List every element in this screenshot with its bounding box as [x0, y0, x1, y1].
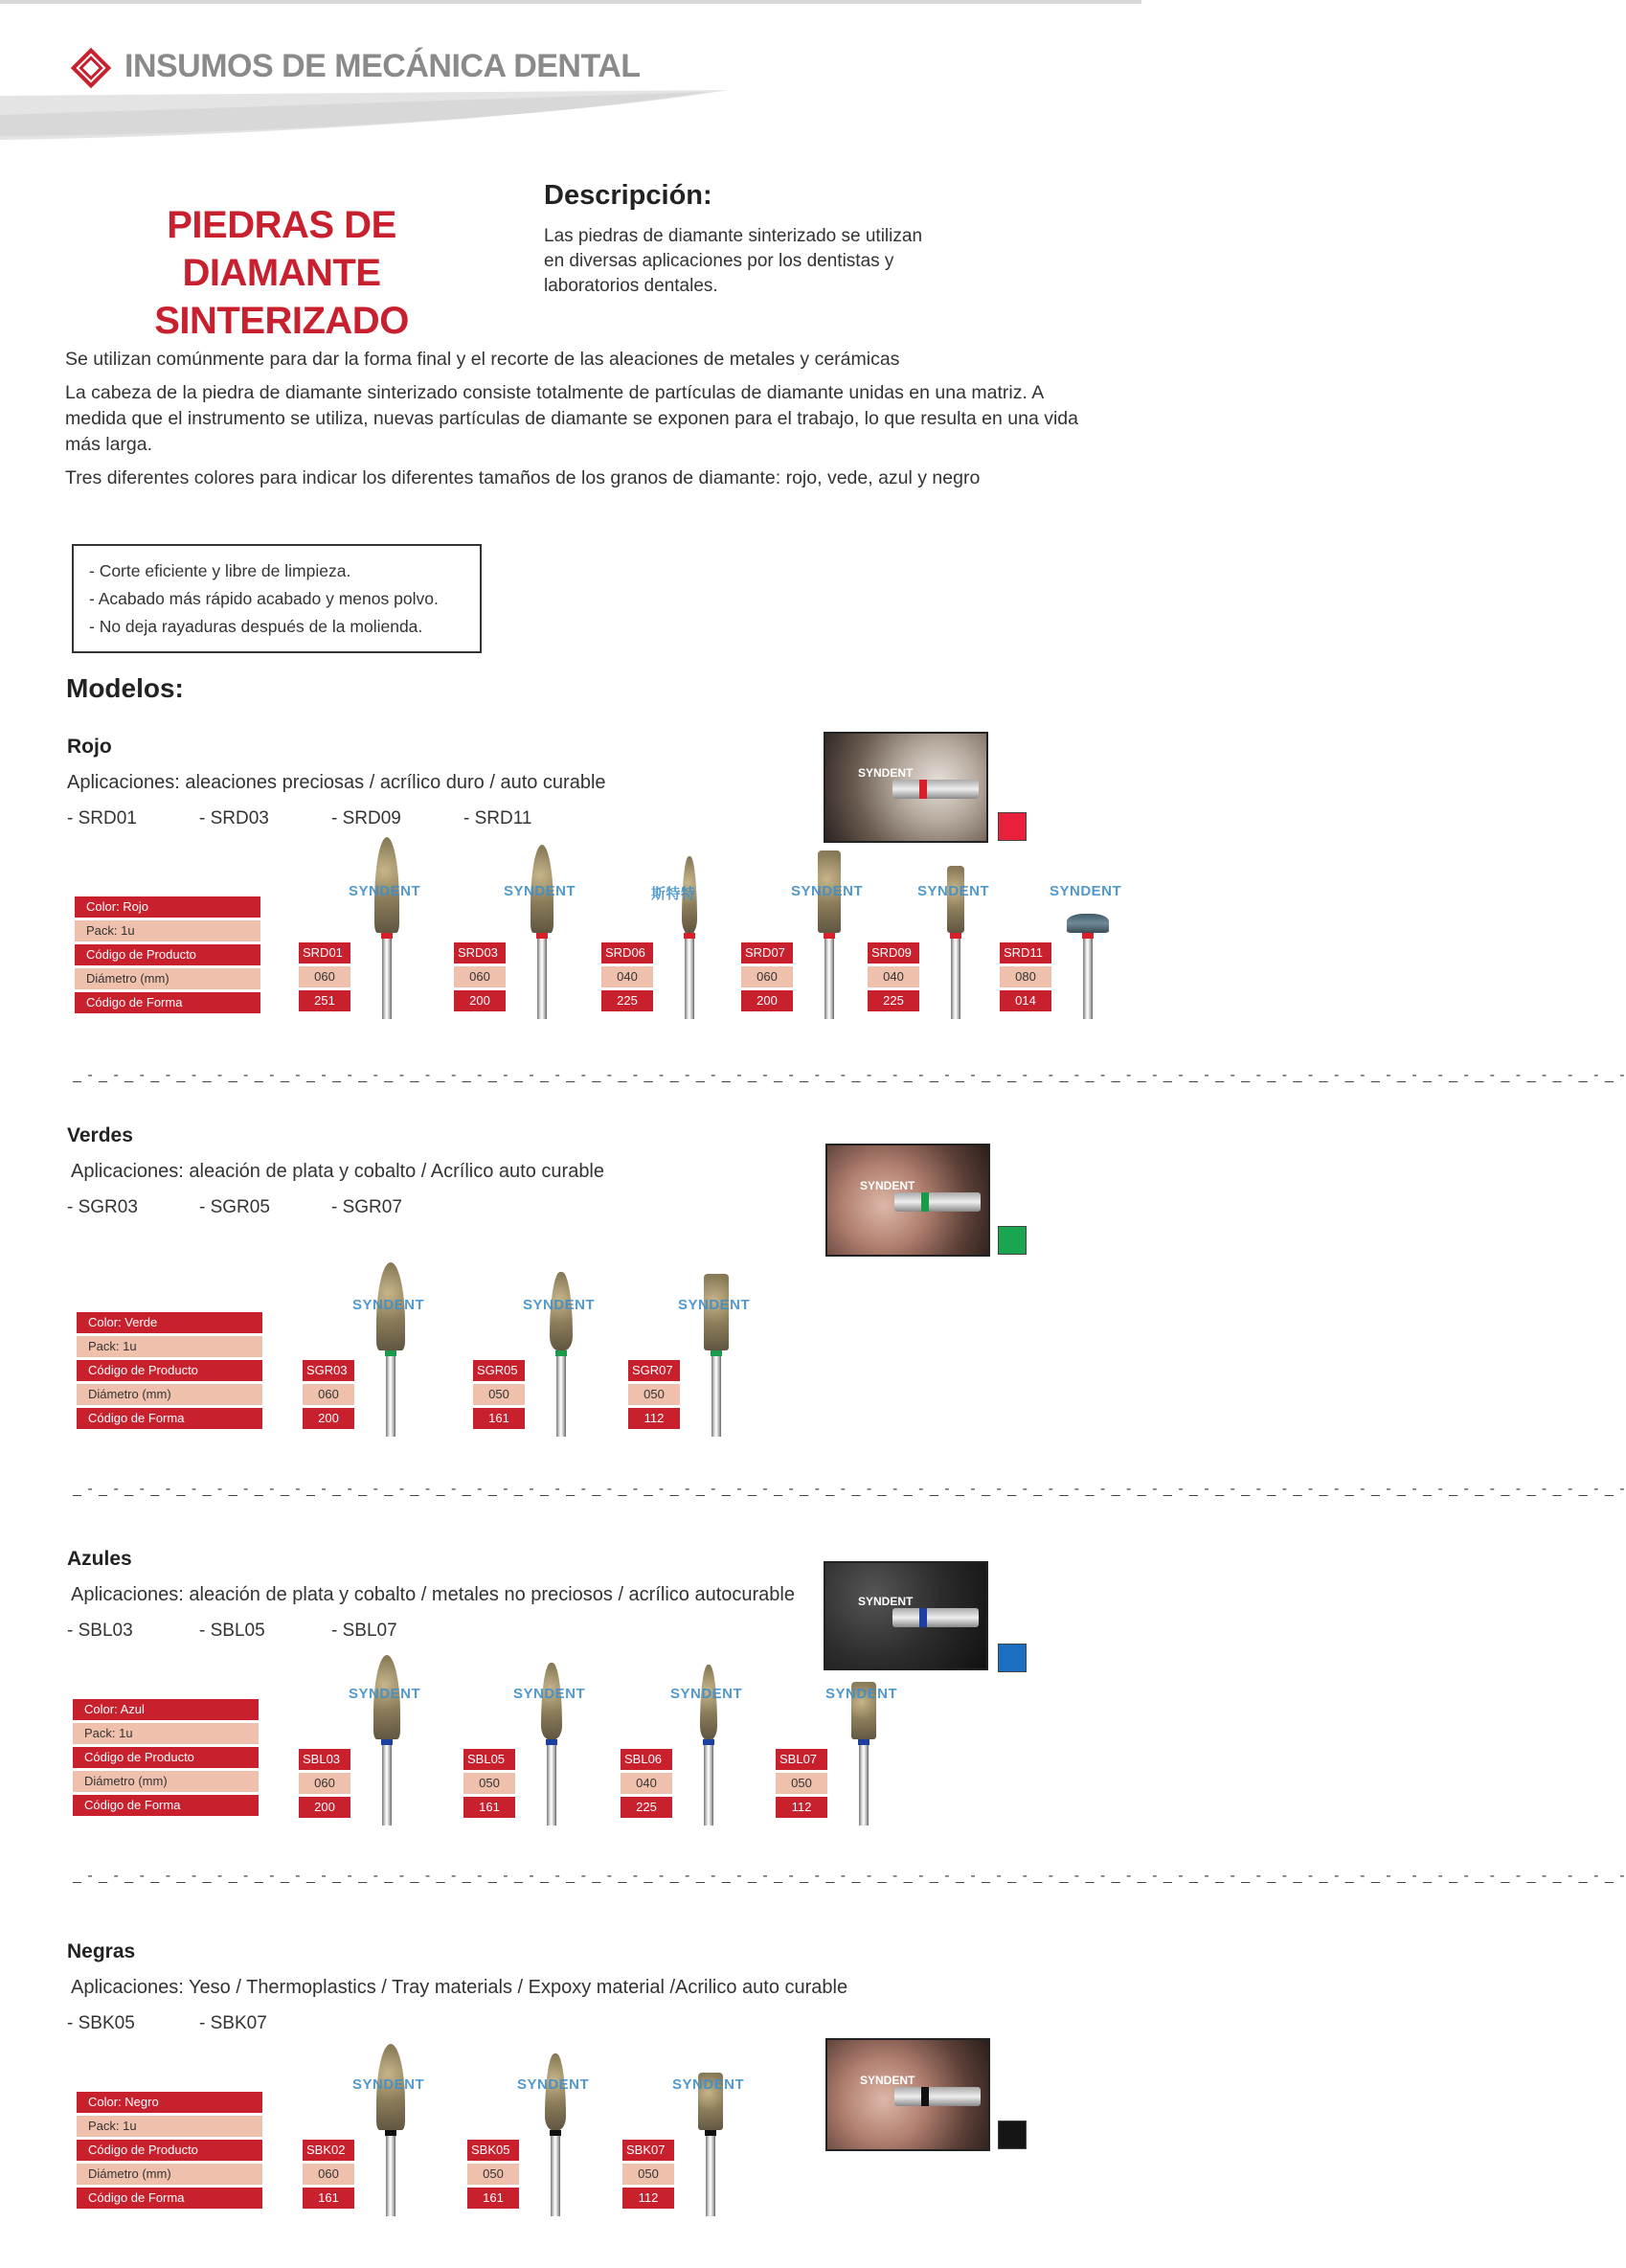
product-cells [621, 1749, 672, 1821]
section-title: Verdes [67, 1124, 133, 1146]
bur-color-band [1082, 933, 1094, 939]
spec-diameter: Diámetro (mm) [75, 968, 260, 989]
product-code: SBL06 [621, 1749, 672, 1770]
product-cells [868, 942, 919, 1014]
bur-color-band [950, 933, 961, 939]
bur-color-band [381, 1739, 393, 1745]
model-code: - SBK07 [199, 2013, 267, 2033]
bur-shank [386, 2126, 395, 2216]
product-cells [473, 1360, 525, 1432]
spec-pack: Pack: 1u [75, 920, 260, 941]
product-code: SRD11 [1000, 942, 1051, 964]
section-applications: Aplicaciones: aleaciones preciosas / acrílico duro / auto curable [67, 772, 606, 793]
product-diameter: 050 [467, 2164, 519, 2185]
header-swoosh [0, 86, 1141, 144]
color-swatch [998, 1226, 1027, 1255]
product-diameter: 060 [303, 1384, 354, 1405]
model-code: - SBL07 [331, 1621, 397, 1641]
bur-brand-mark: SYNDENT [352, 1297, 425, 1313]
features-box [72, 544, 482, 653]
product-sbl05 [463, 1644, 598, 1826]
bur-brand-mark: SYNDENT [513, 1686, 586, 1702]
bur-shank [551, 2126, 560, 2216]
section-applications: Aplicaciones: aleación de plata y cobalto / metales no preciosos / acrílico autocurable [71, 1584, 795, 1605]
bur-shank [824, 929, 834, 1019]
product-srd11 [1000, 837, 1134, 1019]
model-code: - SBL03 [67, 1621, 133, 1641]
bur-brand-mark: 斯特特 [651, 886, 696, 902]
page-title-line1: PIEDRAS DE [167, 204, 396, 246]
application-photo [825, 1144, 990, 1257]
product-cells [1000, 942, 1051, 1014]
product-cells [628, 1360, 680, 1432]
product-code: SRD06 [601, 942, 653, 964]
product-shape-code: 161 [473, 1408, 525, 1429]
product-cells [463, 1749, 515, 1821]
spec-product-code: Código de Producto [77, 2140, 262, 2161]
product-diameter: 060 [299, 966, 350, 987]
product-shape-code: 200 [303, 1408, 354, 1429]
spec-product-code: Código de Producto [75, 944, 260, 965]
application-photo [825, 2038, 990, 2151]
bur-shank [386, 1347, 395, 1437]
bur-brand-mark: SYNDENT [791, 883, 864, 899]
top-rule [0, 0, 1141, 4]
section-divider: _ - _ - _ - _ - _ - _ - _ - _ - _ - _ - _ - _ - _ - _ - _ - _ - _ - _ - _ - _ - _ - _ - _ - _ - _ - _ - _ - _ - _ - _ - _ - _ - _ - _ - _ - _ - _ - _ - _ - _ - _ - _ - _ - _ - _ - _ - _ - _ - _ - _ - _ - _ - _ - _ - _ - _ - _ - _ - _ - _ - [73, 1067, 1626, 1083]
bur-color-band [536, 933, 548, 939]
section-codes [67, 1621, 463, 1642]
product-diameter: 060 [303, 2164, 354, 2185]
product-srd01 [299, 837, 433, 1019]
product-code: SGR05 [473, 1360, 525, 1381]
bur-brand-mark: SYNDENT [672, 2076, 745, 2093]
product-shape-code: 200 [299, 1797, 350, 1818]
product-diameter: 050 [776, 1773, 827, 1794]
product-sbl03 [299, 1644, 433, 1826]
bur-shank [382, 1735, 392, 1826]
bur-shank [704, 1735, 713, 1826]
color-swatch [998, 1644, 1027, 1672]
product-sbk02 [303, 2034, 437, 2216]
product-sbl07 [776, 1644, 910, 1826]
bur-head [947, 866, 964, 933]
product-cells [299, 942, 350, 1014]
spec-color: Color: Negro [77, 2092, 262, 2113]
model-code: - SRD01 [67, 808, 137, 828]
bur-color-band [703, 1739, 714, 1745]
paragraph: La cabeza de la piedra de diamante sinterizado consiste totalmente de partículas de diamante unidas en una matriz. A medida que el instrumento se utiliza, nuevas partículas de diamante se exponen para el trabajo, lo que resulta en una vida más larga. [65, 382, 1078, 455]
bur-brand-mark: SYNDENT [517, 2076, 590, 2093]
section-codes [67, 1197, 463, 1218]
product-cells [303, 1360, 354, 1432]
spec-diameter: Diámetro (mm) [73, 1771, 259, 1792]
paragraph: Tres diferentes colores para indicar los diferentes tamaños de los granos de diamante: rojo, vede, azul y negro [65, 467, 981, 488]
product-code: SRD01 [299, 942, 350, 964]
product-shape-code: 161 [303, 2188, 354, 2209]
bur-shank [547, 1735, 556, 1826]
section-divider: _ - _ - _ - _ - _ - _ - _ - _ - _ - _ - _ - _ - _ - _ - _ - _ - _ - _ - _ - _ - _ - _ - _ - _ - _ - _ - _ - _ - _ - _ - _ - _ - _ - _ - _ - _ - _ - _ - _ - _ - _ - _ - _ - _ - _ - _ - _ - _ - _ - _ - _ - _ - _ - _ - _ - _ - _ - _ - _ - _ - [73, 1868, 1626, 1884]
product-cells [303, 2140, 354, 2211]
bur-shank [711, 1347, 721, 1437]
description-heading: Descripción: [544, 180, 712, 211]
feature-item: - No deja rayaduras después de la molienda. [89, 617, 423, 636]
spec-table [77, 1312, 262, 1432]
product-code: SRD09 [868, 942, 919, 964]
spec-table [77, 2092, 262, 2211]
model-code: - SGR05 [199, 1197, 270, 1217]
spec-pack: Pack: 1u [77, 1336, 262, 1357]
photo-brand-label: SYNDENT [858, 1595, 914, 1608]
spec-shape-code: Código de Forma [77, 2188, 262, 2209]
product-diameter: 050 [628, 1384, 680, 1405]
bur-shank [859, 1735, 869, 1826]
spec-pack: Pack: 1u [73, 1723, 259, 1744]
photo-brand-label: SYNDENT [858, 766, 914, 780]
photo-brand-label: SYNDENT [860, 1179, 915, 1192]
product-sbk05 [467, 2034, 601, 2216]
product-srd03 [454, 837, 588, 1019]
product-cells [776, 1749, 827, 1821]
spec-product-code: Código de Producto [73, 1747, 259, 1768]
photo-bur [894, 1192, 981, 1212]
product-diameter: 080 [1000, 966, 1051, 987]
photo-bur-band [919, 780, 927, 799]
bur-brand-mark: SYNDENT [678, 1297, 751, 1313]
product-diameter: 050 [463, 1773, 515, 1794]
models-heading: Modelos: [66, 673, 184, 703]
bur-brand-mark: SYNDENT [917, 883, 990, 899]
bur-color-band [385, 2130, 396, 2136]
photo-bur [894, 2087, 981, 2106]
feature-item: - Acabado más rápido acabado y menos polvo. [89, 589, 439, 608]
bur-brand-mark: SYNDENT [670, 1686, 743, 1702]
spec-pack: Pack: 1u [77, 2116, 262, 2137]
bur-head [700, 1665, 717, 1739]
product-diameter: 040 [621, 1773, 672, 1794]
bur-brand-mark: SYNDENT [523, 1297, 596, 1313]
bur-color-band [824, 933, 835, 939]
bur-color-band [385, 1350, 396, 1356]
product-cells [467, 2140, 519, 2211]
product-sbl06 [621, 1644, 755, 1826]
photo-bur [892, 1608, 979, 1627]
bur-brand-mark: SYNDENT [352, 2076, 425, 2093]
spec-diameter: Diámetro (mm) [77, 2164, 262, 2185]
product-sgr03 [303, 1255, 437, 1437]
model-code: - SRD11 [463, 808, 532, 828]
model-code: - SGR07 [331, 1197, 402, 1217]
spec-diameter: Diámetro (mm) [77, 1384, 262, 1405]
bur-color-band [381, 933, 393, 939]
product-shape-code: 251 [299, 990, 350, 1011]
product-shape-code: 161 [467, 2188, 519, 2209]
section-codes [67, 808, 596, 829]
product-diameter: 060 [741, 966, 793, 987]
section-title: Rojo [67, 736, 112, 758]
product-sgr05 [473, 1255, 607, 1437]
spec-color: Color: Verde [77, 1312, 262, 1333]
bur-brand-mark: SYNDENT [349, 883, 421, 899]
model-code: - SRD03 [199, 808, 269, 828]
spec-color: Color: Rojo [75, 896, 260, 918]
product-code: SBL07 [776, 1749, 827, 1770]
product-shape-code: 225 [601, 990, 653, 1011]
intro-paragraphs [65, 347, 1080, 499]
page-title-line2: DIAMANTE SINTERIZADO [154, 252, 409, 342]
paragraph: Se utilizan comúnmente para dar la forma final y el recorte de las aleaciones de metales y cerámicas [65, 349, 900, 370]
product-diameter: 040 [868, 966, 919, 987]
product-shape-code: 014 [1000, 990, 1051, 1011]
spec-color: Color: Azul [73, 1699, 259, 1720]
product-cells [454, 942, 506, 1014]
bur-brand-mark: SYNDENT [825, 1686, 898, 1702]
brand-title: INSUMOS DE MECÁNICA DENTAL [124, 48, 641, 84]
product-shape-code: 112 [628, 1408, 680, 1429]
color-swatch [998, 2121, 1027, 2149]
product-code: SBK07 [622, 2140, 674, 2161]
product-cells [622, 2140, 674, 2211]
spec-product-code: Código de Producto [77, 1360, 262, 1381]
model-code: - SBL05 [199, 1621, 265, 1641]
bur-color-band [711, 1350, 722, 1356]
bur-color-band [858, 1739, 869, 1745]
bur-brand-mark: SYNDENT [1050, 883, 1122, 899]
spec-table [75, 896, 260, 1016]
model-code: - SGR03 [67, 1197, 138, 1217]
product-code: SBL05 [463, 1749, 515, 1770]
section-divider: _ - _ - _ - _ - _ - _ - _ - _ - _ - _ - _ - _ - _ - _ - _ - _ - _ - _ - _ - _ - _ - _ - _ - _ - _ - _ - _ - _ - _ - _ - _ - _ - _ - _ - _ - _ - _ - _ - _ - _ - _ - _ - _ - _ - _ - _ - _ - _ - _ - _ - _ - _ - _ - _ - _ - _ - _ - _ - _ - _ - [73, 1481, 1626, 1497]
bur-shank [706, 2126, 715, 2216]
product-srd06 [601, 837, 735, 1019]
photo-bur-band [921, 2087, 929, 2106]
product-shape-code: 200 [741, 990, 793, 1011]
section-title: Azules [67, 1548, 132, 1570]
page-title [61, 201, 502, 345]
product-diameter: 060 [454, 966, 506, 987]
bur-head [1067, 914, 1109, 933]
product-cells [741, 942, 793, 1014]
bur-color-band [684, 933, 695, 939]
spec-table [73, 1699, 259, 1819]
product-srd07 [741, 837, 875, 1019]
bur-color-band [550, 2130, 561, 2136]
brand-logo-icon [69, 46, 113, 90]
spec-shape-code: Código de Forma [75, 992, 260, 1013]
model-code: - SBK05 [67, 2013, 135, 2033]
bur-brand-mark: SYNDENT [349, 1686, 421, 1702]
product-srd09 [868, 837, 1002, 1019]
bur-shank [382, 929, 392, 1019]
product-cells [601, 942, 653, 1014]
product-diameter: 040 [601, 966, 653, 987]
product-code: SBK02 [303, 2140, 354, 2161]
bur-color-band [546, 1739, 557, 1745]
photo-bur [892, 780, 979, 799]
spec-shape-code: Código de Forma [77, 1408, 262, 1429]
product-diameter: 050 [473, 1384, 525, 1405]
bur-shank [537, 929, 547, 1019]
product-code: SRD03 [454, 942, 506, 964]
product-shape-code: 112 [776, 1797, 827, 1818]
bur-brand-mark: SYNDENT [504, 883, 576, 899]
product-code: SBK05 [467, 2140, 519, 2161]
photo-bur-band [919, 1608, 927, 1627]
product-cells [299, 1749, 350, 1821]
product-code: SRD07 [741, 942, 793, 964]
description-text: Las piedras de diamante sinterizado se utilizan en diversas aplicaciones por los dentistas y laboratorios dentales. [544, 226, 923, 296]
product-code: SGR03 [303, 1360, 354, 1381]
product-shape-code: 225 [868, 990, 919, 1011]
bur-shank [1083, 929, 1093, 1019]
product-shape-code: 161 [463, 1797, 515, 1818]
feature-item: - Corte eficiente y libre de limpieza. [89, 561, 351, 580]
product-diameter: 050 [622, 2164, 674, 2185]
photo-bur-band [921, 1192, 929, 1212]
product-shape-code: 200 [454, 990, 506, 1011]
product-sgr07 [628, 1255, 762, 1437]
product-code: SGR07 [628, 1360, 680, 1381]
bur-shank [556, 1347, 566, 1437]
product-sbk07 [622, 2034, 757, 2216]
section-title: Negras [67, 1940, 136, 1962]
bur-shank [951, 929, 960, 1019]
bur-color-band [705, 2130, 716, 2136]
photo-brand-label: SYNDENT [860, 2074, 915, 2087]
product-code: SBL03 [299, 1749, 350, 1770]
bur-shank [685, 929, 694, 1019]
section-applications: Aplicaciones: aleación de plata y cobalto / Acrílico auto curable [71, 1161, 605, 1182]
spec-shape-code: Código de Forma [73, 1795, 259, 1816]
product-shape-code: 225 [621, 1797, 672, 1818]
product-shape-code: 112 [622, 2188, 674, 2209]
product-diameter: 060 [299, 1773, 350, 1794]
bur-color-band [555, 1350, 567, 1356]
section-codes [67, 2013, 331, 2034]
application-photo [824, 732, 988, 843]
model-code: - SRD09 [331, 808, 401, 828]
section-applications: Aplicaciones: Yeso / Thermoplastics / Tray materials / Expoxy material /Acrilico auto curable [71, 1977, 848, 1998]
